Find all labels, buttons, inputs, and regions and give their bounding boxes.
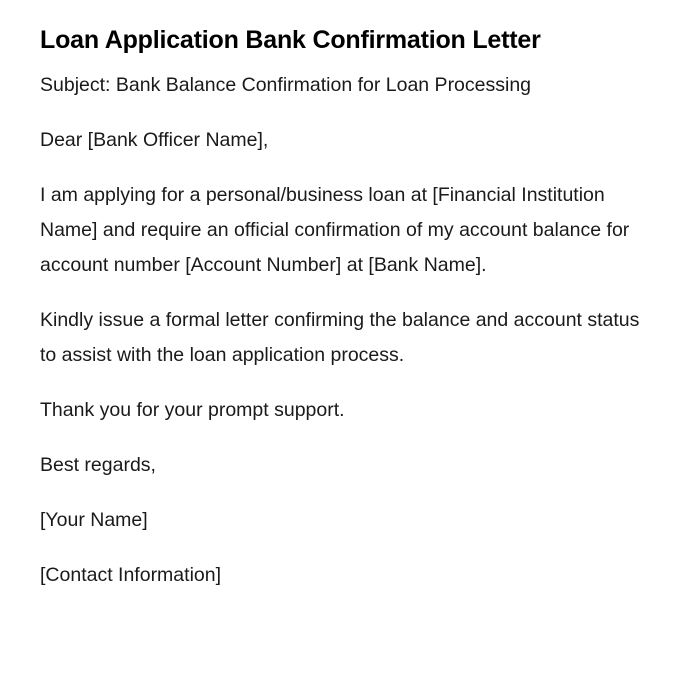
letter-document <box>40 22 640 613</box>
letter-salutation: Dear [Bank Officer Name], <box>40 129 269 151</box>
letter-title: Loan Application Bank Confirmation Letter <box>40 26 541 54</box>
letter-body-paragraph-1: I am applying for a personal/business loan at [Financial Institution Name] and require an official confirmation of my account balance for account number [Account Number] at [Bank Name]. <box>40 184 630 276</box>
letter-body-paragraph-2: Kindly issue a formal letter confirming the balance and account status to assist with the loan application process. <box>40 309 640 366</box>
letter-signature-contact: [Contact Information] <box>40 564 222 586</box>
letter-thanks: Thank you for your prompt support. <box>40 399 345 421</box>
letter-signature-name: [Your Name] <box>40 509 148 531</box>
letter-subject: Subject: Bank Balance Confirmation for Loan Processing <box>40 74 532 96</box>
letter-closing: Best regards, <box>40 454 156 476</box>
